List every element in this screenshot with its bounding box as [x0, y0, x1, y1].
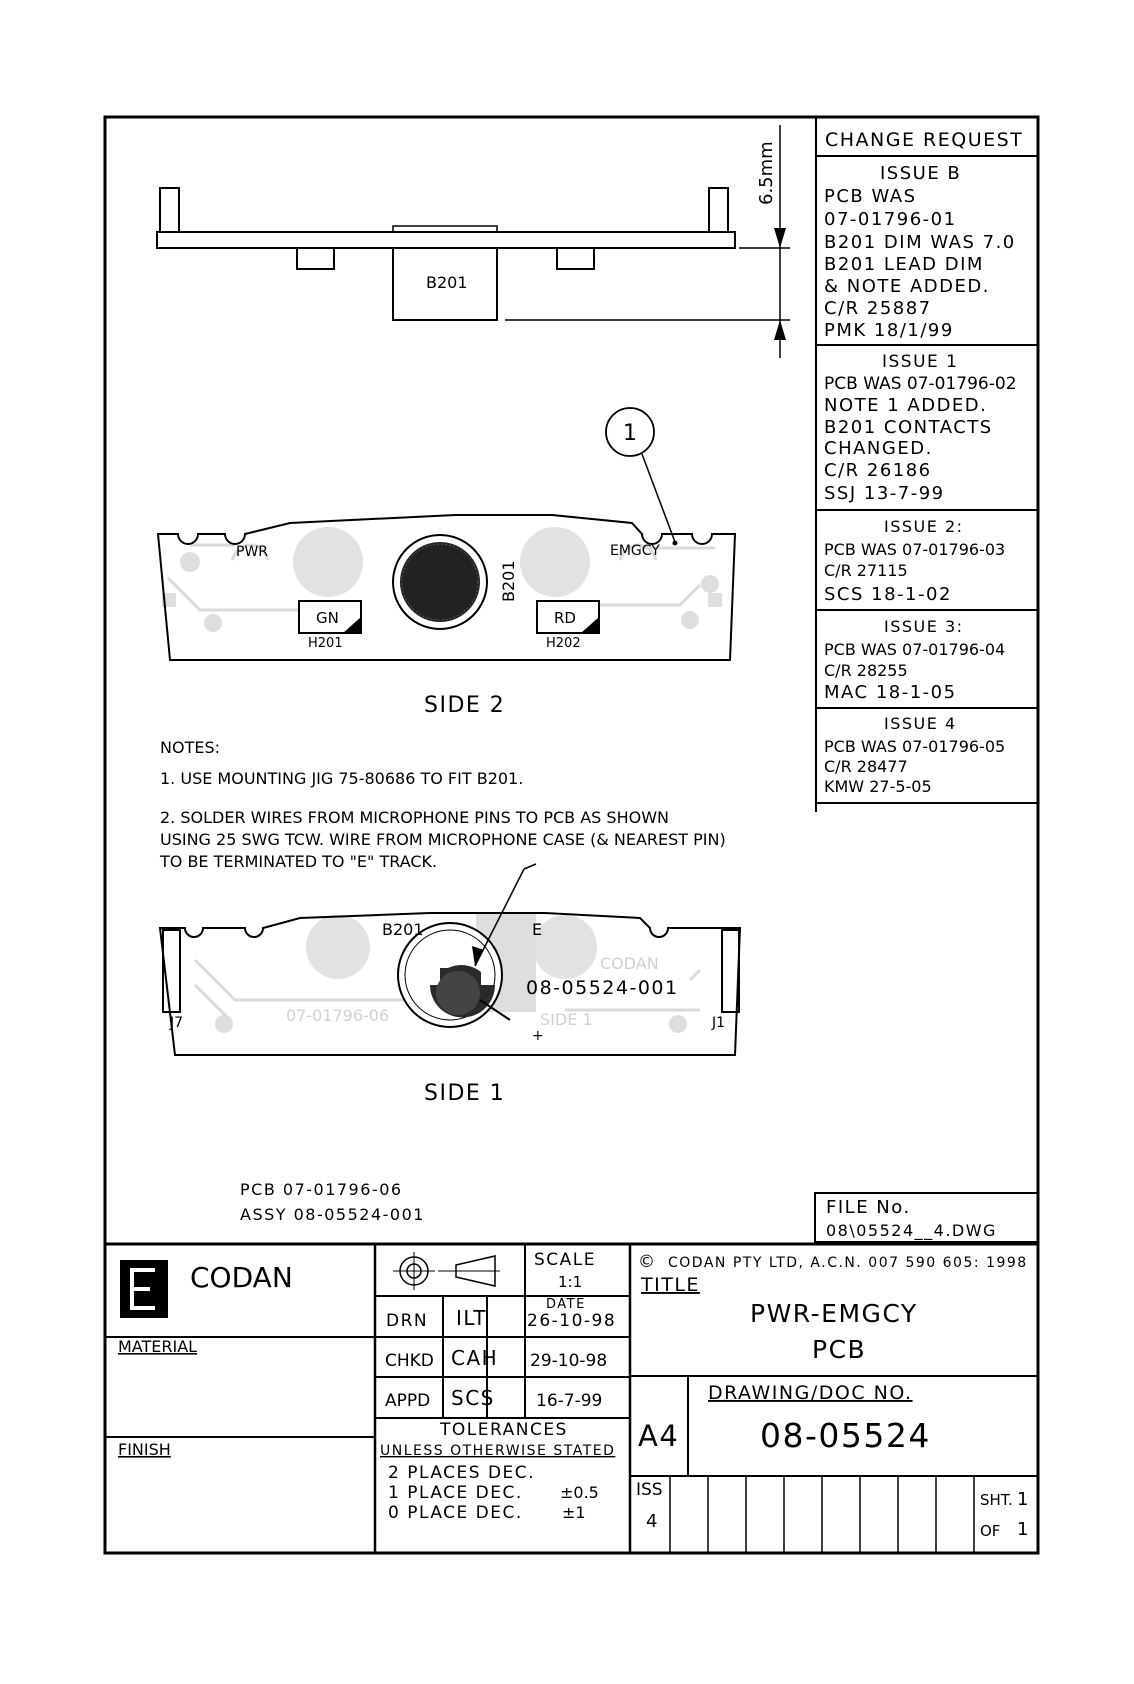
- issue-b-line: & NOTE ADDED.: [824, 276, 990, 297]
- chkd-initials: CAH: [451, 1346, 499, 1370]
- file-label: FILE No.: [826, 1197, 911, 1218]
- appd-date: 16-7-99: [536, 1391, 603, 1411]
- side1-view: [160, 864, 740, 1106]
- tolerance-line: 0 PLACE DEC.: [388, 1503, 523, 1523]
- balloon-number: 1: [623, 421, 637, 446]
- j7-label: J7: [170, 1015, 184, 1031]
- note-1: 1. USE MOUNTING JIG 75-80686 TO FIT B201.: [160, 769, 524, 788]
- codan-watermark: CODAN: [600, 954, 659, 973]
- dimension-label: 6.5mm: [756, 141, 777, 205]
- sht-value: 1: [1017, 1489, 1029, 1510]
- b201-part-label: B201: [426, 273, 468, 292]
- side1-title: SIDE 1: [424, 1081, 506, 1106]
- emgcy-label: EMGCY: [610, 543, 660, 559]
- j1-label: J1: [712, 1015, 726, 1031]
- date-label: DATE: [546, 1297, 586, 1312]
- issue-1-line: CHANGED.: [824, 438, 933, 459]
- notes-heading: NOTES:: [160, 738, 220, 757]
- drn-label: DRN: [386, 1311, 429, 1331]
- drn-initials: ILT: [456, 1306, 488, 1330]
- rd-label: RD: [554, 609, 576, 627]
- h202-label: H202: [546, 636, 581, 651]
- note-2-line: USING 25 SWG TCW. WIRE FROM MICROPHONE CASE (& NEAREST PIN): [160, 830, 726, 849]
- material-label: MATERIAL: [118, 1337, 198, 1356]
- issue-b-line: 07-01796-01: [824, 209, 957, 230]
- finish-label: FINISH: [118, 1440, 171, 1459]
- issue-4-line: PCB WAS 07-01796-05: [824, 737, 1006, 756]
- chkd-label: CHKD: [385, 1351, 434, 1371]
- issue-3-line: C/R 28255: [824, 661, 908, 680]
- issue-b-line: B201 LEAD DIM: [824, 254, 984, 275]
- issue-4-line: C/R 28477: [824, 757, 908, 776]
- tolerances-label: TOLERANCES: [440, 1420, 568, 1440]
- title-label: TITLE: [641, 1274, 700, 1296]
- iss-label: ISS: [636, 1480, 663, 1500]
- tolerance-value: ±1: [562, 1503, 586, 1522]
- plus-label: +: [532, 1028, 544, 1044]
- issue-2-line: PCB WAS 07-01796-03: [824, 540, 1006, 559]
- sht-label: SHT.: [980, 1491, 1013, 1509]
- appd-label: APPD: [385, 1391, 431, 1411]
- assembly-number-label: 08-05524-001: [526, 977, 679, 999]
- drn-date: 26-10-98: [527, 1311, 617, 1331]
- pcb-ref: PCB 07-01796-06: [240, 1180, 403, 1199]
- change-request-panel: [816, 117, 1038, 812]
- file-number-box: [815, 1193, 1038, 1242]
- issue-2-title: ISSUE 2:: [884, 517, 964, 536]
- title-line-2: PCB: [812, 1335, 867, 1364]
- tolerance-line: 2 PLACES DEC.: [388, 1463, 536, 1483]
- appd-initials: SCS: [451, 1386, 495, 1410]
- side1-watermark: SIDE 1: [540, 1010, 593, 1029]
- drawing-doc-label: DRAWING/DOC NO.: [708, 1382, 913, 1404]
- assy-ref: ASSY 08-05524-001: [240, 1205, 425, 1224]
- company-name: CODAN: [190, 1261, 293, 1294]
- scale-value: 1:1: [558, 1273, 583, 1291]
- tolerance-line: 1 PLACE DEC.: [388, 1483, 523, 1503]
- issue-1-line: SSJ 13-7-99: [824, 483, 945, 504]
- top-view: [157, 125, 790, 358]
- drawing-number: 08-05524: [760, 1416, 931, 1455]
- issue-4-line: KMW 27-5-05: [824, 777, 932, 796]
- issue-3-line: PCB WAS 07-01796-04: [824, 640, 1006, 659]
- pwr-label: PWR: [236, 544, 269, 560]
- issue-4-title: ISSUE 4: [884, 714, 957, 733]
- title-line-1: PWR-EMGCY: [750, 1299, 918, 1328]
- issue-b-line: B201 DIM WAS 7.0: [824, 232, 1016, 253]
- of-value: 1: [1017, 1519, 1029, 1540]
- copyright-text: CODAN PTY LTD, A.C.N. 007 590 605: 1998: [668, 1255, 1028, 1271]
- note-2-line: 2. SOLDER WIRES FROM MICROPHONE PINS TO PCB AS SHOWN: [160, 808, 669, 827]
- change-request-header: CHANGE REQUEST: [825, 129, 1024, 151]
- issue-1-line: C/R 26186: [824, 460, 932, 481]
- issue-b-line: PMK 18/1/99: [824, 320, 954, 341]
- side2-title: SIDE 2: [424, 693, 506, 718]
- tolerance-value: ±0.5: [560, 1483, 599, 1502]
- h201-label: H201: [308, 636, 343, 651]
- issue-b-title: ISSUE B: [880, 163, 962, 184]
- copyright-symbol: ©: [638, 1252, 655, 1272]
- title-block: [105, 1244, 1038, 1553]
- issue-3-line: MAC 18-1-05: [824, 682, 957, 703]
- file-value: 08\05524__4.DWG: [826, 1221, 997, 1240]
- third-angle-projection-icon: [393, 1252, 500, 1290]
- notes: [159, 738, 726, 871]
- issue-2-line: C/R 27115: [824, 561, 908, 580]
- issue-1-title: ISSUE 1: [882, 352, 959, 372]
- side1-b201-label: B201: [382, 920, 424, 939]
- issue-1-line: B201 CONTACTS: [824, 417, 993, 438]
- issue-b-line: PCB WAS: [824, 186, 917, 207]
- issue-3-title: ISSUE 3:: [884, 617, 964, 636]
- side2-b201-label: B201: [499, 560, 518, 602]
- note-2-line: TO BE TERMINATED TO "E" TRACK.: [160, 852, 438, 871]
- side2-view: [158, 408, 735, 718]
- iss-value: 4: [646, 1511, 658, 1532]
- unless-otherwise-stated: UNLESS OTHERWISE STATED: [380, 1443, 616, 1459]
- of-label: OF: [980, 1522, 1001, 1540]
- chkd-date: 29-10-98: [530, 1351, 608, 1371]
- scale-label: SCALE: [534, 1250, 597, 1270]
- issue-b-line: C/R 25887: [824, 298, 932, 319]
- issue-1-line: NOTE 1 ADDED.: [824, 395, 988, 416]
- sheet-size: A4: [638, 1419, 680, 1453]
- issue-1-line: PCB WAS 07-01796-02: [824, 374, 1017, 394]
- issue-2-line: SCS 18-1-02: [824, 584, 952, 605]
- gn-label: GN: [316, 609, 339, 627]
- e-track-label: E: [532, 920, 543, 939]
- pcb-number-watermark: 07-01796-06: [286, 1006, 390, 1025]
